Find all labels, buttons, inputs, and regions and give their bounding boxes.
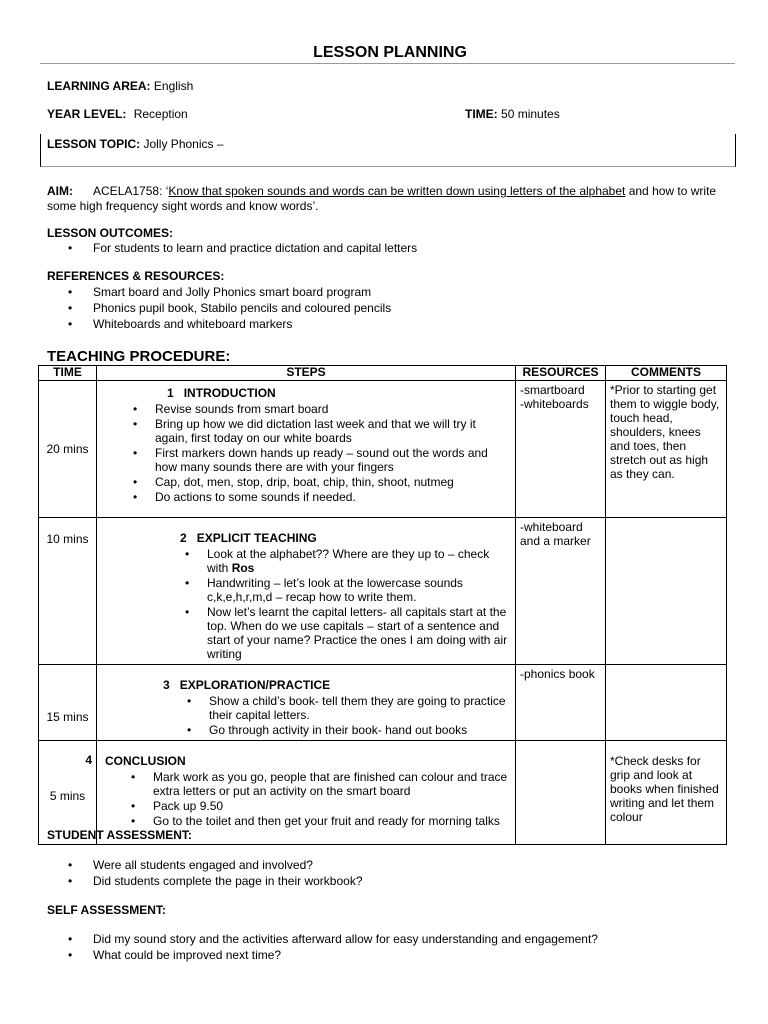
time-label: TIME: bbox=[465, 107, 498, 121]
aim-paragraph bbox=[47, 184, 737, 214]
table-row bbox=[39, 381, 727, 518]
outcomes-heading: LESSON OUTCOMES: bbox=[47, 226, 174, 240]
page-title: LESSON PLANNING bbox=[313, 44, 467, 61]
step-heading: 3 EXPLORATION/PRACTICE bbox=[163, 678, 331, 692]
step-item: • Handwriting – let’s look at the lowercase sounds c,k,e,h,r,m,d – recap how to write them. bbox=[207, 576, 511, 604]
self-assessment-heading: SELF ASSESSMENT: bbox=[47, 903, 166, 917]
outcome-item: • For students to learn and practice dictation and capital letters bbox=[70, 241, 417, 255]
time-row bbox=[465, 107, 560, 121]
row-comments bbox=[606, 665, 727, 741]
aim-code: ACELA1758: ‘ bbox=[93, 184, 169, 198]
row-steps bbox=[97, 518, 516, 665]
time-value: 50 minutes bbox=[501, 107, 560, 121]
reference-item: • Phonics pupil book, Stabilo pencils and coloured pencils bbox=[70, 301, 391, 315]
row-time: 15 mins bbox=[39, 665, 97, 741]
step-heading: 1 INTRODUCTION bbox=[167, 386, 276, 400]
step-item: • Mark work as you go, people that are finished can colour and trace extra letters or put an activity on the smart board bbox=[153, 770, 511, 798]
step-item: • Revise sounds from smart board bbox=[155, 402, 511, 416]
row-time: 10 mins bbox=[39, 518, 97, 665]
teaching-procedure-table bbox=[38, 365, 727, 845]
column-header-time: TIME bbox=[39, 366, 97, 381]
lesson-topic-label: LESSON TOPIC: bbox=[47, 137, 141, 151]
lesson-topic-value: Jolly Phonics – bbox=[143, 137, 224, 151]
student-assessment-heading: STUDENT ASSESSMENT: bbox=[47, 828, 192, 842]
column-header-comments: COMMENTS bbox=[606, 366, 727, 381]
step-heading: CONCLUSION bbox=[105, 754, 186, 768]
bold-name: Ros bbox=[231, 561, 255, 575]
learning-area-row bbox=[47, 79, 193, 93]
step-item: • Go to the toilet and then get your fruit and ready for morning talks bbox=[153, 814, 511, 828]
step-heading: 2 EXPLICIT TEACHING bbox=[180, 531, 317, 545]
self-assessment-item: • Did my sound story and the activities afterward allow for easy understanding and engagement? bbox=[70, 932, 598, 946]
step-item: • Now let’s learnt the capital letters- all capitals start at the top. When do we use capitals – start of a sentence and start of your name? Practice the ones I am doing with air writing bbox=[207, 605, 511, 661]
self-assessment-item: • What could be improved next time? bbox=[70, 948, 281, 962]
student-assessment-item: • Were all students engaged and involved? bbox=[70, 858, 313, 872]
learning-area-label: LEARNING AREA: bbox=[47, 79, 151, 93]
table-row bbox=[39, 518, 727, 665]
learning-area-value: English bbox=[153, 79, 194, 93]
year-level-label: YEAR LEVEL: bbox=[47, 107, 127, 121]
reference-item: • Whiteboards and whiteboard markers bbox=[70, 317, 292, 331]
step-item: • First markers down hands up ready – sound out the words and how many sounds there are with your fingers bbox=[155, 446, 511, 474]
row-comments: *Prior to starting get them to wiggle body, touch head, shoulders, knees and toes, then stretch out as high as they can. bbox=[606, 381, 727, 518]
year-level-row bbox=[47, 107, 188, 121]
aim-label: AIM: bbox=[47, 184, 73, 198]
table-row bbox=[39, 665, 727, 741]
row-comments bbox=[606, 518, 727, 665]
lesson-topic-row bbox=[47, 137, 224, 151]
row-comments: *Check desks for grip and look at books when finished writing and let them colour bbox=[606, 741, 727, 845]
teaching-procedure-heading: TEACHING PROCEDURE: bbox=[47, 348, 231, 365]
row-time: 20 mins bbox=[39, 381, 97, 518]
row-resources: -whiteboard and a marker bbox=[516, 518, 606, 665]
table-header-row bbox=[39, 366, 727, 381]
column-header-resources: RESOURCES bbox=[516, 366, 606, 381]
column-header-steps: STEPS bbox=[97, 366, 516, 381]
step-item: • Look at the alphabet?? Where are they up to – check with Ros bbox=[207, 547, 511, 575]
row-resources: -phonics book bbox=[516, 665, 606, 741]
row-resources: -smartboard -whiteboards bbox=[516, 381, 606, 518]
row-time: 4 5 mins bbox=[39, 741, 97, 845]
step-item: • Bring up how we did dictation last week and that we will try it again, first today on our white boards bbox=[155, 417, 511, 445]
student-assessment-item: • Did students complete the page in their workbook? bbox=[70, 874, 363, 888]
row-steps bbox=[97, 381, 516, 518]
step-item: • Pack up 9.50 bbox=[153, 799, 511, 813]
step-item: • Go through activity in their book- hand out books bbox=[209, 723, 511, 737]
reference-item: • Smart board and Jolly Phonics smart board program bbox=[70, 285, 371, 299]
row-steps bbox=[97, 665, 516, 741]
references-heading: REFERENCES & RESOURCES: bbox=[47, 269, 225, 283]
step-item: • Do actions to some sounds if needed. bbox=[155, 490, 511, 504]
year-level-value: Reception bbox=[133, 107, 188, 121]
title-divider bbox=[40, 63, 735, 64]
aim-rest: and how to write some high frequency sight words and know words’. bbox=[47, 184, 717, 213]
step-item: • Show a child’s book- tell them they are going to practice their capital letters. bbox=[209, 694, 511, 722]
row-resources bbox=[516, 741, 606, 845]
aim-underlined-text: Know that spoken sounds and words can be written down using letters of the alphabet bbox=[168, 184, 626, 198]
step-item: • Cap, dot, men, stop, drip, boat, chip, thin, shoot, nutmeg bbox=[155, 475, 511, 489]
